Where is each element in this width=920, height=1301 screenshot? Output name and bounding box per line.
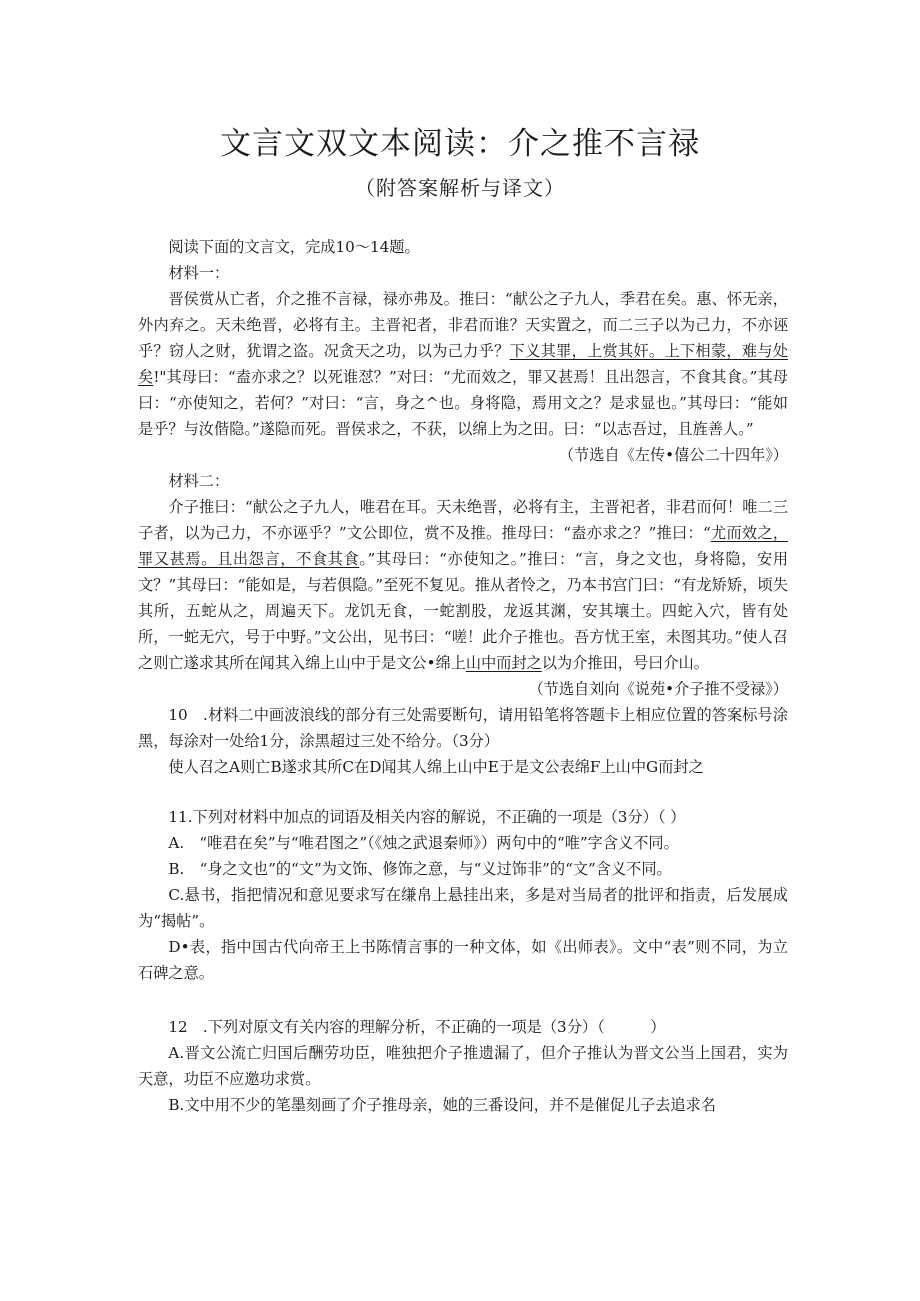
- question-10-stem: 10 .材料二中画波浪线的部分有三处需要断句，请用铅笔将答题卡上相应位置的答案标号涂黑，每涂对一处给1分，涂黑超过三处不给分。（3分）: [138, 706, 788, 750]
- material1-label: 材料一：: [168, 264, 230, 282]
- material2-underlined-text-1: 尤而效之，罪又甚焉。且出怨言，不食其食: [138, 524, 789, 568]
- document-body: [138, 234, 788, 1118]
- material1-underlined-text: 下义其罪，上赏其奸。上下相蒙，难与处矣: [138, 342, 789, 386]
- question-11-option-b: B. “身之文也”的“文”为文饰、修饰之意，与“义过饰非”的“文”含义不同。: [168, 860, 672, 878]
- material1-text-a: 晋侯赏从亡者，介之推不言禄，禄亦弗及。推曰：“献公之子九人，季君在矣。惠、怀无亲，外内弃之。天未绝晋，必将有主。主晋祀者，非君而谁？天实置之，而二三子以为己力，不亦诬乎？窃人之财，犹谓之盗。况贪天之功，以为己力乎？: [138, 290, 788, 360]
- material2-text-b: 。”其母曰：“亦使知之。”推曰：“言，身之文也，身将隐，安用文？”其母曰：“能如是，与若俱隐。”至死不复见。推从者怜之，乃本书宫门曰：“有龙矫矫，顷失其所，五蛇从之，周遍天下。龙饥无食，一蛇割股，龙返其渊，安其壤土。四蛇入穴，皆有处所，一蛇无穴，号于中野。”文公出，见书曰：“嗟！此介子推也。吾方忧王室，未图其功。”使人召之则亡遂求其所在闻其入绵上山中于是文公•绵上: [138, 550, 789, 672]
- question-12-stem: 12 .下列对原文有关内容的理解分析，不正确的一项是（3分）（ ）: [168, 1018, 666, 1036]
- material1-text-b: !"其母曰：“盍亦求之？以死谁怼？”对曰：“尤而效之，罪又甚焉！且出怨言，不食其食。”其母曰：“亦使知之，若何？”对曰：“言，身之^也。身将隐，焉用文之？是求显也。”其母曰：“能如是乎？与汝偕隐。”遂隐而死。晋侯求之，不获，以绵上为之田。曰：“以志吾过，且旌善人。”: [138, 368, 789, 438]
- document-title: 文言文双文本阅读：介之推不言禄: [220, 126, 700, 162]
- material2-paragraph: [138, 494, 788, 676]
- question-12-option-a: A.晋文公流亡归国后酬劳功臣，唯独把介子推遗漏了，但介子推认为晋文公当上国君，实为天意，功臣不应邀功求赏。: [138, 1044, 788, 1088]
- question-10-options: 使人召之A则亡B遂求其所C在D闻其人绵上山中E于是文公表绵F上山中G而封之: [168, 758, 704, 776]
- reading-instruction: 阅读下面的文言文，完成10～14题。: [168, 238, 420, 256]
- spacer: [138, 780, 788, 804]
- question-11-stem: 11.下列对材料中加点的词语及相关内容的解说，不正确的一项是（3分）（ ）: [168, 808, 686, 826]
- document-subtitle: （附答案解析与译文）: [355, 176, 565, 200]
- spacer: [138, 986, 788, 1014]
- question-11-option-a: A. “唯君在矣”与“唯君图之”（《烛之武退秦师》）两句中的“唯”字含义不同。: [168, 834, 679, 852]
- material2-underlined-text-2: 山中而封之: [465, 654, 542, 672]
- question-11-option-d: D•表，指中国古代向帝王上书陈情言事的一种文体，如《出师表》。文中“表”则不同，为立石碑之意。: [138, 938, 788, 982]
- material1-paragraph: [138, 286, 788, 442]
- material2-source: （节选自刘向《说苑•介子推不受禄》）: [528, 680, 788, 698]
- material2-text-a: 介子推曰：“献公之子九人，唯君在耳。天未绝晋，必将有主，主晋祀者，非君而何！唯二三子者，以为己力，不亦诬乎？”文公即位，赏不及推。推母曰：“盍亦求之？”推曰：“: [138, 498, 788, 542]
- question-11-option-c: C.悬书，指把情况和意见要求写在缣帛上悬挂出来，多是对当局者的批评和指责，后发展成为“揭帖”。: [138, 886, 788, 930]
- question-12-option-b: B.文中用不少的笔墨刻画了介子推母亲，她的三番设问，并不是催促儿子去追求名: [168, 1096, 716, 1114]
- material2-label: 材料二：: [168, 472, 230, 490]
- material2-text-c: 以为介推田，号曰介山。: [541, 654, 709, 672]
- material1-source: （节选自《左传•僖公二十四年》）: [558, 446, 788, 464]
